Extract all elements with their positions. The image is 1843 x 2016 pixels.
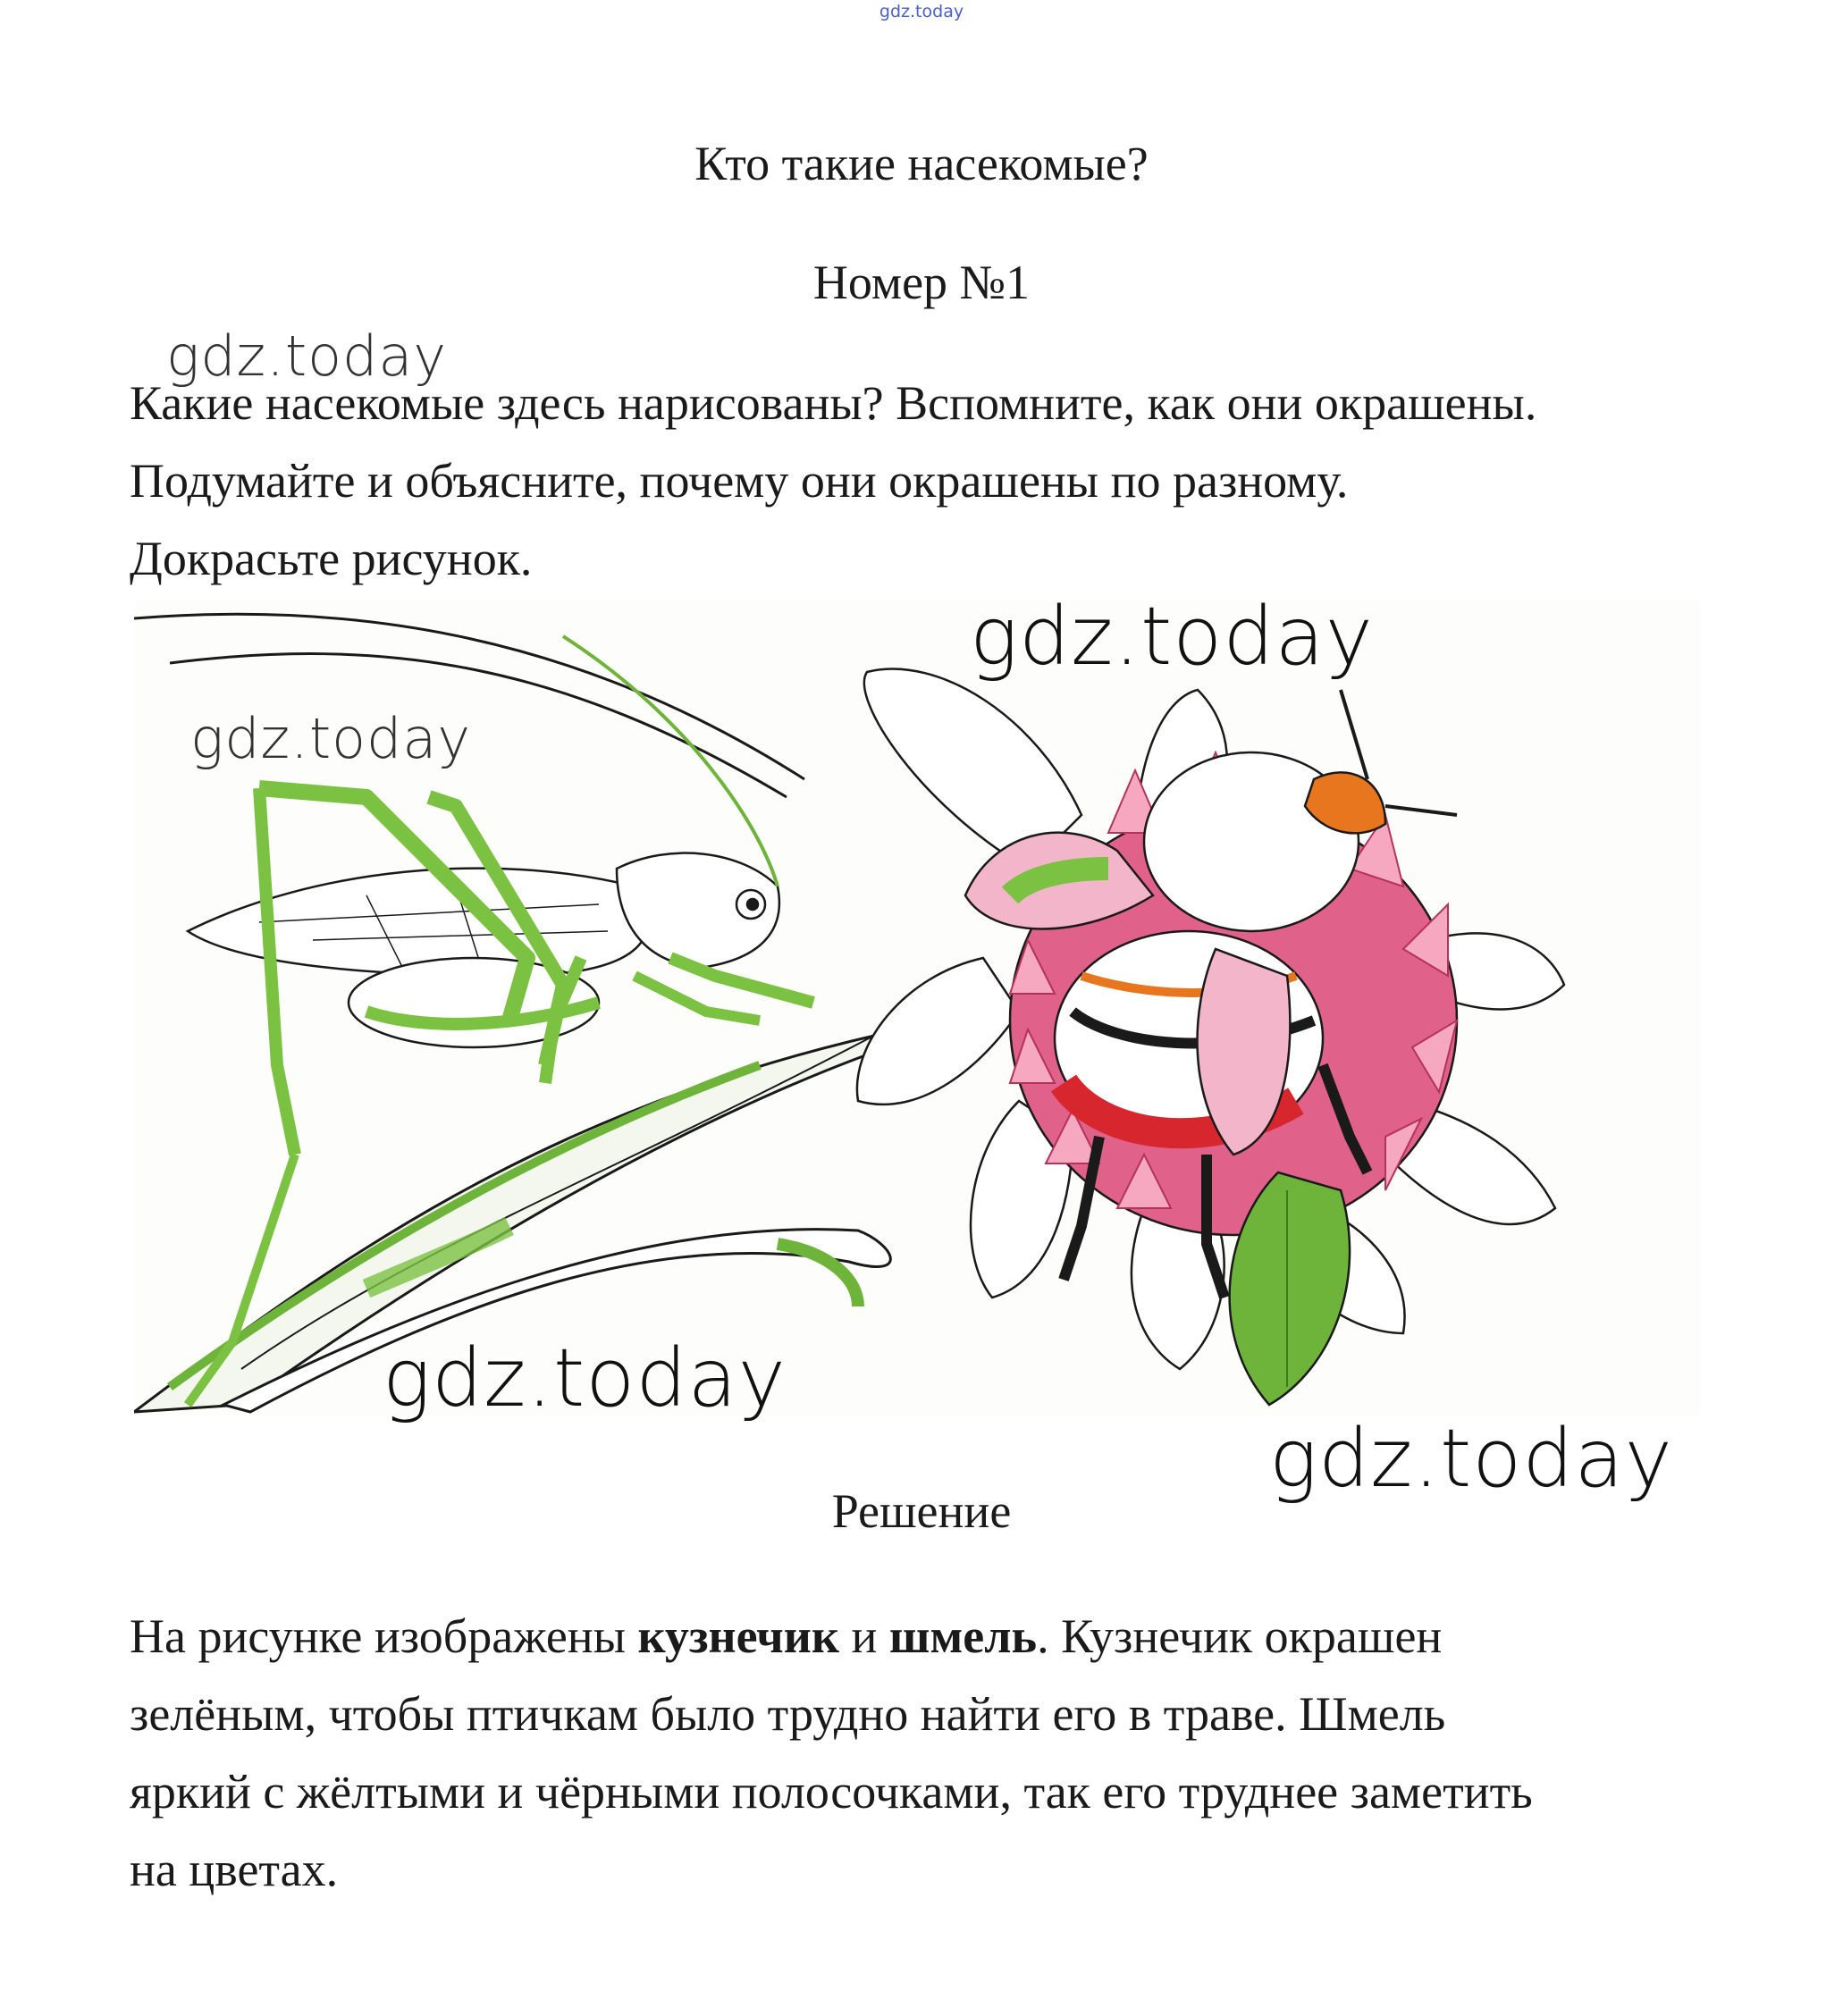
solution-label: Решение: [831, 1484, 1012, 1538]
task-line: Какие насекомые здесь нарисованы? Вспомните, как они окрашены.: [130, 376, 1537, 430]
watermark: gdz.today: [383, 1331, 787, 1425]
task-line: Подумайте и объясните, почему они окрашены по разному.: [130, 454, 1349, 508]
answer-text: [130, 1598, 1738, 1909]
answer-segment: и: [838, 1609, 889, 1663]
watermark: gdz.today: [1269, 1412, 1673, 1506]
task-text: [130, 365, 1738, 598]
answer-line: яркий с жёлтыми и чёрными полосочками, так его труднее заметить: [130, 1765, 1533, 1819]
watermark: gdz.today: [166, 323, 448, 389]
task-line: Докрасьте рисунок.: [130, 532, 533, 585]
page-title: Кто такие насекомые?: [694, 137, 1149, 190]
exercise-number: Номер №1: [812, 256, 1031, 309]
answer-line: на цветах.: [130, 1843, 339, 1896]
site-mark: gdz.today: [879, 2, 964, 21]
answer-segment: . Кузнечик окрашен: [1037, 1609, 1443, 1663]
answer-line: зелёным, чтобы птичкам было трудно найти его в траве. Шмель: [130, 1687, 1446, 1741]
answer-keyword: шмель: [888, 1609, 1038, 1663]
watermark: gdz.today: [970, 590, 1374, 684]
answer-segment: На рисунке изображены: [130, 1609, 638, 1663]
answer-keyword: кузнечик: [637, 1609, 839, 1663]
watermark: gdz.today: [190, 706, 472, 771]
